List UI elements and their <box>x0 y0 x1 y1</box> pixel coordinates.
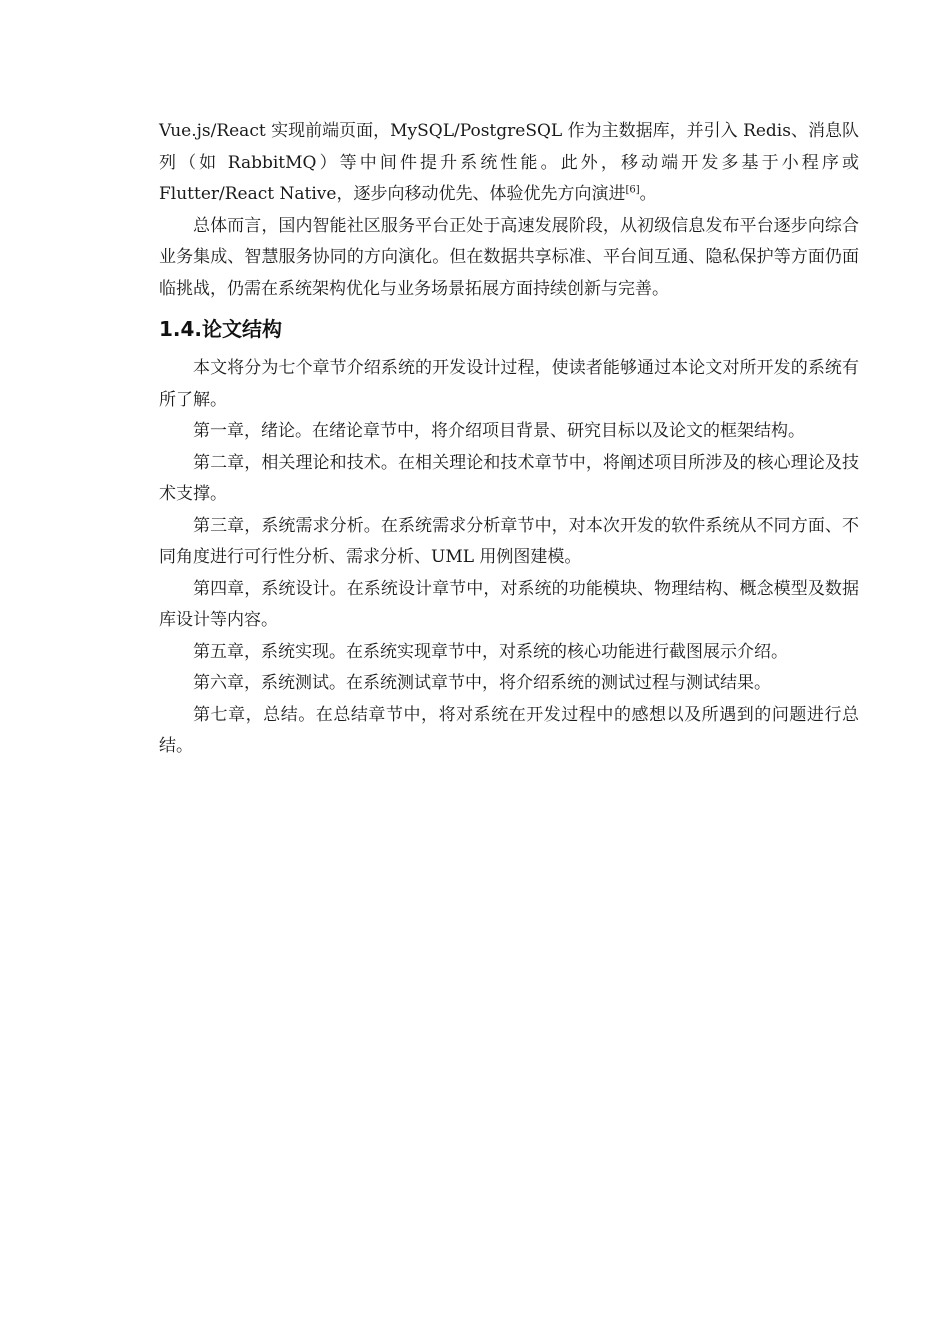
intro-continuation-paragraph <box>159 116 859 211</box>
chapter-2-paragraph: 第二章，相关理论和技术。在相关理论和技术章节中，将阐述项目所涉及的核心理论及技术支撑。 <box>159 452 859 504</box>
citation-marker: [6] <box>625 184 640 196</box>
page-content <box>159 116 859 763</box>
section-heading: 1.4.论文结构 <box>159 317 283 341</box>
chapter-4-paragraph: 第四章，系统设计。在系统设计章节中，对系统的功能模块、物理结构、概念模型及数据库设计等内容。 <box>159 578 859 630</box>
chapter-3-paragraph: 第三章，系统需求分析。在系统需求分析章节中，对本次开发的软件系统从不同方面、不同角度进行可行性分析、需求分析、UML 用例图建模。 <box>159 515 859 567</box>
chapter-7-paragraph: 第七章，总结。在总结章节中，将对系统在开发过程中的感想以及所遇到的问题进行总结。 <box>159 704 859 756</box>
section-intro-paragraph: 本文将分为七个章节介绍系统的开发设计过程，使读者能够通过本论文对所开发的系统有所了解。 <box>159 358 859 410</box>
chapter-1-paragraph: 第一章，绪论。在绪论章节中，将介绍项目背景、研究目标以及论文的框架结构。 <box>193 421 805 441</box>
chapter-6-paragraph: 第六章，系统测试。在系统测试章节中，将介绍系统的测试过程与测试结果。 <box>193 673 771 693</box>
summary-paragraph: 总体而言，国内智能社区服务平台正处于高速发展阶段，从初级信息发布平台逐步向综合业务集成、智慧服务协同的方向演化。但在数据共享标准、平台间互通、隐私保护等方面仍面临挑战，仍需在系统架构优化与业务场景拓展方面持续创新与完善。 <box>159 215 859 299</box>
chapter-5-paragraph: 第五章，系统实现。在系统实现章节中，对系统的核心功能进行截图展示介绍。 <box>193 641 788 662</box>
intro-continuation-tail: 。 <box>639 184 657 204</box>
intro-continuation-text: Vue.js/React 实现前端页面，MySQL/PostgreSQL 作为主数据库，并引入 Redis、消息队列（如 RabbitMQ）等中间件提升系统性能。此外，移动端开发多基于小程序或 Flutter/React Native，逐步向移动优先、体验优先方向演进 <box>159 121 859 204</box>
